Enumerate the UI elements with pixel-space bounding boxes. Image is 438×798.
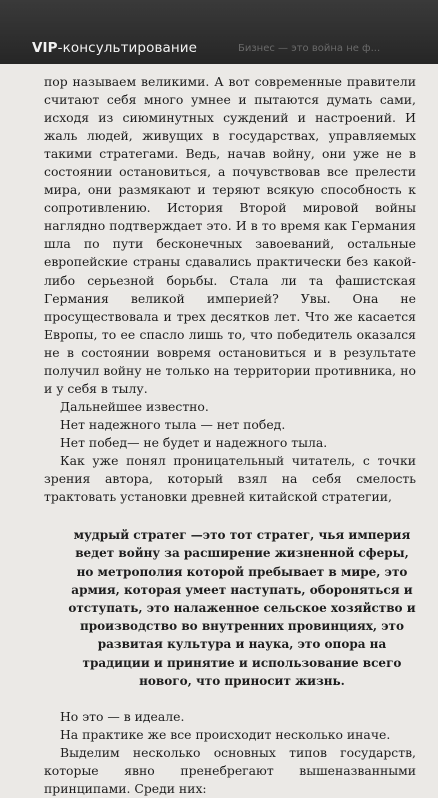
body-paragraph: Дальнейшее известно.: [60, 398, 209, 414]
body-paragraph: Нет надежного тыла — нет побед.: [60, 416, 286, 432]
body-paragraph: Выделим несколько основных типов государств, которые явно пренебрегают вышеназванными принципами. Среди них:: [44, 745, 416, 797]
header-vip-label: VIP: [32, 40, 58, 56]
body-paragraph: Как уже понял проницательный читатель, с точки зрения автора, который взял на себя смелость трактовать установки древней китайской стратегии,: [44, 452, 416, 505]
running-header-title: [32, 40, 197, 56]
body-paragraph: пор называем великими. А вот современные правители считают себя много умнее и пытаются думать сами, исходя из сиюминутных суждений и настроений. И жаль людей, живущих в государствах, управляемых такими стратегами. Ведь, начав войну, они уже не в состоянии остановиться, а почувствовав все прелести мира, они размякают и теряют всякую способность к сопротивлению. История Второй мировой войны наглядно подтверждает это. И в то время как Германия шла по пути бесконечных завоеваний, остальные европейские страны сдавались практически без какой-либо серьезной борьбы. Стала ли та фашистская Германия великой империей? Увы. Она не просуществовала и трех десятков лет. Что же касается Европы, то ее спасло лишь то, что победитель оказался не в состоянии вовремя остановиться и в результате получил войну не только на территории противника, но и у себя в тылу.: [44, 74, 416, 396]
body-paragraph: Нет побед— не будет и надежного тыла.: [60, 434, 328, 450]
page-body: [44, 73, 416, 798]
body-paragraph: Но это — в идеале.: [60, 708, 185, 724]
header-bleed-through-text: Бизнес — это война не ф...: [238, 43, 381, 54]
header-title-rest: -консультирование: [57, 40, 198, 56]
body-paragraph: На практике же все происходит несколько иначе.: [60, 727, 391, 742]
highlighted-quote: [44, 526, 416, 690]
quote-text: мудрый стратег —это тот стратег, чья империя ведет войну за расширение жизненной сферы, но метрополия которой пребывает в мире, это армия, которая умеет наступать, обороняться и отступать, это налаженное сельское хозяйство и производство во внутренних провинциях, это развитая культура и наука, это опора на традиции и принятие и использование всего нового, что приносит жизнь.: [68, 528, 416, 688]
running-header: [0, 0, 438, 64]
